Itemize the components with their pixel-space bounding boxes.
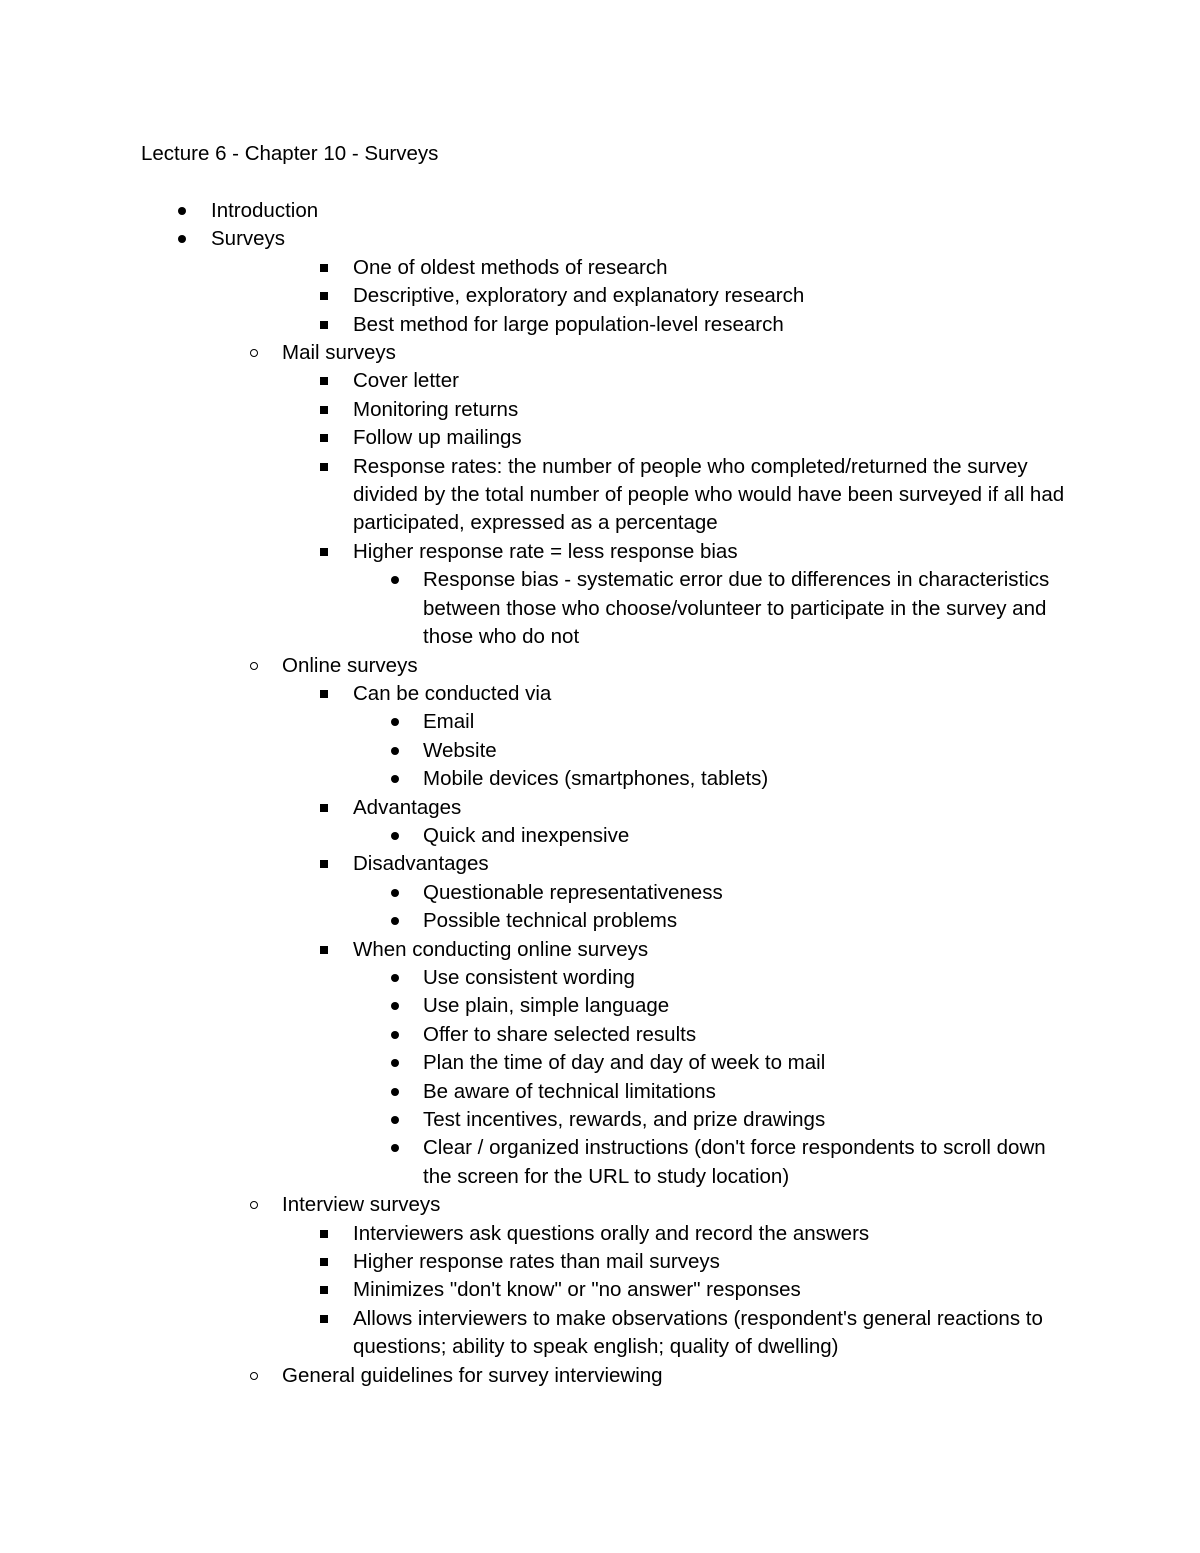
list-item xyxy=(0,225,1200,253)
list-item xyxy=(0,339,1200,367)
list-item xyxy=(0,367,1200,395)
list-item-text: Monitoring returns xyxy=(353,397,519,421)
list-item xyxy=(0,197,1200,225)
list-item-text: Best method for large population-level research xyxy=(353,312,784,336)
list-item xyxy=(0,879,1200,907)
list-item-text: Interviewers ask questions orally and record the answers xyxy=(353,1221,870,1245)
list-item xyxy=(0,424,1200,452)
list-item-text: Response rates: the number of people who completed/returned the survey divided by the total number of people who would have been surveyed if all had participated, expressed as a percentage xyxy=(353,454,1065,535)
list-item-text: Plan the time of day and day of week to mail xyxy=(423,1051,826,1075)
list-item-text: Email xyxy=(423,710,475,734)
list-item-text: Test incentives, rewards, and prize drawings xyxy=(423,1108,826,1131)
list-item-text: Response bias - systematic error due to differences in characteristics between those who choose/volunteer to participate in the survey and those who do not xyxy=(423,568,1050,649)
list-item xyxy=(0,254,1200,282)
list-item xyxy=(0,794,1200,822)
list-item xyxy=(0,850,1200,878)
list-item xyxy=(0,1021,1200,1049)
list-item-text: Cover letter xyxy=(353,369,459,393)
list-item-text: Can be conducted via xyxy=(353,681,552,705)
list-item-text: Be aware of technical limitations xyxy=(423,1079,716,1103)
list-item xyxy=(0,936,1200,964)
list-item-text: Questionable representativeness xyxy=(423,880,723,904)
list-item xyxy=(0,992,1200,1020)
list-item-text: Use consistent wording xyxy=(423,965,635,989)
list-item-text: Clear / organized instructions (don't force respondents to scroll down the screen for the URL to study location) xyxy=(423,1136,1046,1188)
list-item-text: General guidelines for survey interviewing xyxy=(282,1363,663,1387)
list-item-text: Higher response rates than mail surveys xyxy=(353,1250,720,1274)
list-item-text: Online surveys xyxy=(282,653,418,677)
list-item xyxy=(0,1078,1200,1106)
list-item xyxy=(0,1134,1200,1191)
list-item-text: Advantages xyxy=(353,795,462,819)
list-item-text: Minimizes "don't know" or "no answer" responses xyxy=(353,1278,801,1302)
list-item xyxy=(0,453,1200,538)
list-item xyxy=(0,907,1200,935)
list-item-text: Mail surveys xyxy=(282,341,396,365)
list-item-text: Allows interviewers to make observations (respondent's general reactions to questions; ability to speak english; quality of dwelling) xyxy=(353,1306,1043,1359)
list-item-text: Disadvantages xyxy=(353,852,489,876)
document-title: Lecture 6 - Chapter 10 - Surveys xyxy=(141,142,439,165)
list-item xyxy=(0,708,1200,736)
list-item xyxy=(0,282,1200,310)
list-item xyxy=(0,396,1200,424)
list-item-text: Website xyxy=(423,738,497,762)
list-item xyxy=(0,1248,1200,1276)
list-item xyxy=(0,1191,1200,1219)
list-item xyxy=(0,737,1200,765)
list-item-text: Surveys xyxy=(211,227,286,251)
list-item xyxy=(0,1106,1200,1134)
list-item-text: Higher response rate = less response bias xyxy=(353,539,738,563)
list-item-text: Mobile devices (smartphones, tablets) xyxy=(423,767,769,791)
list-item-text: Follow up mailings xyxy=(353,426,522,450)
list-item xyxy=(0,652,1200,680)
list-item-text: Quick and inexpensive xyxy=(423,823,630,847)
list-item-text: Descriptive, exploratory and explanatory research xyxy=(353,284,805,308)
list-item-text: Interview surveys xyxy=(282,1193,441,1217)
list-item xyxy=(0,538,1200,566)
list-item-text: One of oldest methods of research xyxy=(353,255,668,279)
list-item-text: Use plain, simple language xyxy=(423,994,670,1018)
list-item xyxy=(0,311,1200,339)
list-item xyxy=(0,1220,1200,1248)
list-item xyxy=(0,822,1200,850)
list-item xyxy=(0,964,1200,992)
list-item xyxy=(0,1362,1200,1390)
list-item xyxy=(0,1049,1200,1077)
list-item-text: When conducting online surveys xyxy=(353,937,649,961)
outline-list xyxy=(0,197,1200,1390)
list-item-text: Possible technical problems xyxy=(423,909,678,933)
list-item-text: Introduction xyxy=(211,199,319,222)
list-item xyxy=(0,1305,1200,1362)
list-item xyxy=(0,566,1200,651)
list-item xyxy=(0,765,1200,793)
list-item xyxy=(0,1276,1200,1304)
list-item-text: Offer to share selected results xyxy=(423,1022,697,1046)
list-item xyxy=(0,680,1200,708)
